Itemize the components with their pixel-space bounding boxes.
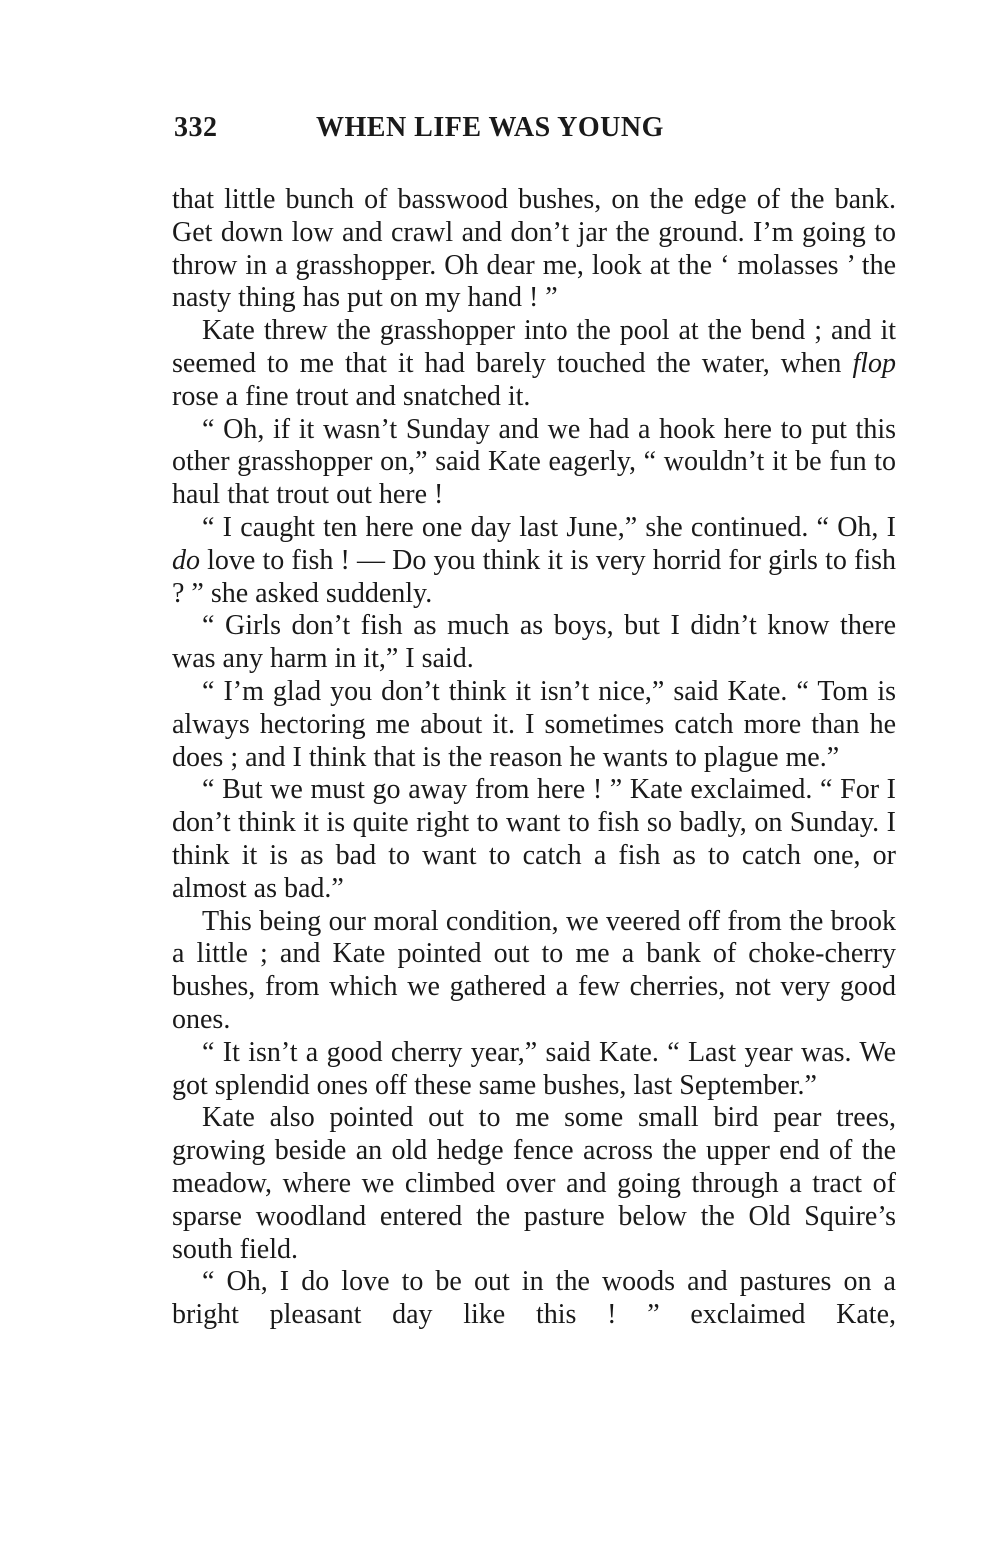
paragraph: “ Oh, if it wasn’t Sunday and we had a hook here to put this other grasshopper on,” said Kate eagerly, “ wouldn’t it be fun to haul that trout out here !: [172, 413, 896, 511]
paragraph: “ I’m glad you don’t think it isn’t nice,” said Kate. “ Tom is always hectoring me about it. I sometimes catch more than he does ; and I think that is the reason he wants to plague me.”: [172, 675, 896, 773]
running-title: WHEN LIFE WAS YOUNG: [316, 112, 664, 143]
paragraph-text: “ I caught ten here one day last June,” she continued. “ Oh, I: [202, 511, 896, 543]
paragraph: “ Girls don’t fish as much as boys, but I didn’t know there was any harm in it,” I said.: [172, 610, 896, 675]
body-text: [172, 184, 896, 1332]
page-number: 332: [174, 112, 218, 143]
paragraph: “ It isn’t a good cherry year,” said Kate. “ Last year was. We got splendid ones off these same bushes, last September.”: [172, 1036, 896, 1101]
paragraph-text: love to fish ! — Do you think it is very horrid for girls to fish ? ” she asked suddenly.: [172, 544, 896, 609]
paragraph: This being our moral condition, we veered off from the brook a little ; and Kate pointed out to me a bank of choke-cherry bushes, from which we gathered a few cherries, not very good ones.: [172, 905, 896, 1035]
paragraph: Kate also pointed out to me some small bird pear trees, growing beside an old hedge fence across the upper end of the meadow, where we climbed over and going through a tract of sparse woodland entered the pasture below the Old Squire’s south field.: [172, 1102, 896, 1265]
running-head: [174, 112, 894, 152]
paragraph-text: rose a fine trout and snatched it.: [172, 380, 531, 412]
emphasis-text: do: [172, 544, 200, 576]
paragraph: [172, 315, 896, 413]
paragraph: “ Oh, I do love to be out in the woods and pastures on a bright pleasant day like this ! ” exclaimed Kate,: [172, 1266, 896, 1331]
paragraph: “ But we must go away from here ! ” Kate exclaimed. “ For I don’t think it is quite right to want to fish so badly, on Sunday. I think it is as bad to want to catch a fish as to catch one, or almost as bad.”: [172, 774, 896, 904]
paragraph: [172, 512, 896, 610]
paragraph-continued: that little bunch of basswood bushes, on the edge of the bank. Get down low and crawl and don’t jar the ground. I’m going to throw in a grasshopper. Oh dear me, look at the ‘ molasses ’ the nasty thing has put on my hand ! ”: [172, 184, 896, 314]
emphasis-text: flop: [852, 347, 896, 379]
paragraph-text: Kate threw the grasshopper into the pool at the bend ; and it seemed to me that it had barely touched the water, when: [172, 315, 896, 379]
